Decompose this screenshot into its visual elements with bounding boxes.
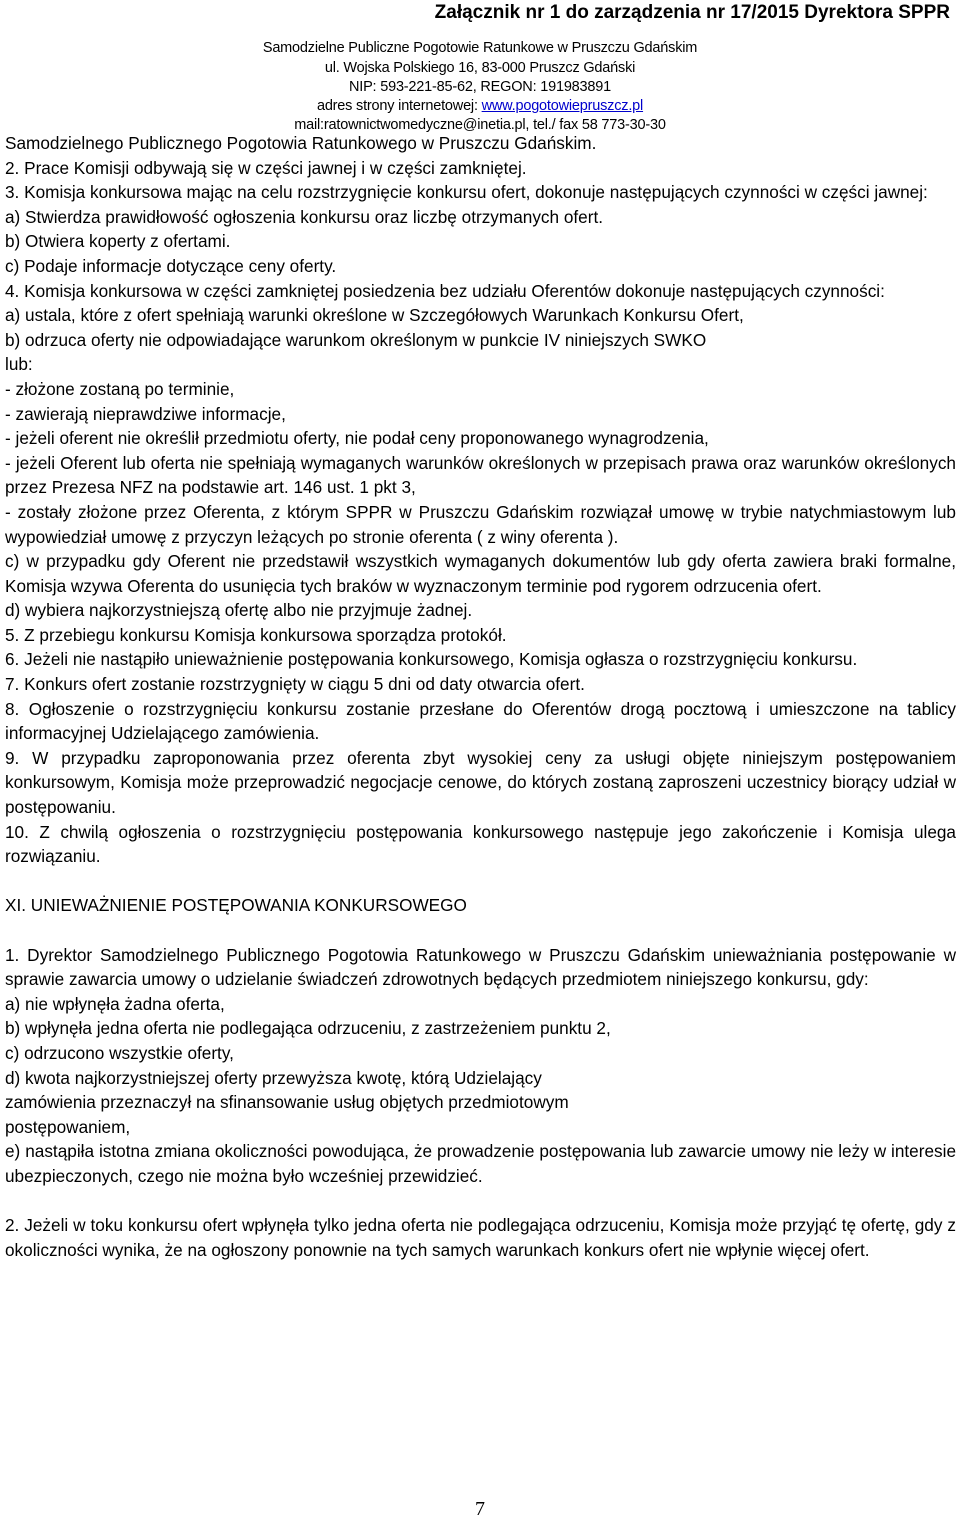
spacer xyxy=(5,869,956,894)
list-item: - złożone zostaną po terminie, xyxy=(5,378,235,399)
list-item: a) ustala, które z ofert spełniają warunki określone w Szczegółowych Warunkach Konkursu Ofert, xyxy=(5,305,744,326)
list-item: b) wpłynęła jedna oferta nie podlegająca odrzuceniu, z zastrzeżeniem punktu 2, xyxy=(5,1018,611,1039)
organization-name: Samodzielne Publiczne Pogotowie Ratunkowe w Pruszczu Gdańskim xyxy=(262,40,698,56)
organization-address: ul. Wojska Polskiego 16, 83-000 Pruszcz Gdański xyxy=(324,60,636,76)
list-item: b) odrzuca oferty nie odpowiadające warunkom określonym w punkcie IV niniejszych SWKO xyxy=(5,329,707,350)
list-item: - jeżeli Oferent lub oferta nie spełniają wymaganych warunków określonych w przepisach prawa oraz warunków określonych przez Prezesa NFZ na podstawie art. 146 ust. 1 pkt 3, xyxy=(5,452,956,498)
paragraph: 2. Jeżeli w toku konkursu ofert wpłynęła tylko jedna oferta nie podlegająca odrzuceniu, Komisja może przyjąć tę ofertę, gdy z okoliczności wynika, że na ogłoszony ponownie na tych samych warunkach konkurs ofert nie wpłynie więcej ofert. xyxy=(5,1215,956,1260)
list-item: - zawierają nieprawdziwe informacje, xyxy=(5,403,286,424)
paragraph: 7. Konkurs ofert zostanie rozstrzygnięty w ciągu 5 dni od daty otwarcia ofert. xyxy=(5,674,585,695)
list-item: b) Otwiera koperty z ofertami. xyxy=(5,231,231,252)
paragraph: 3. Komisja konkursowa mając na celu rozstrzygnięcie konkursu ofert, dokonuje następujących czynności w części jawnej: xyxy=(5,182,928,203)
contact-line: mail:ratownictwomedyczne@inetia.pl, tel./ fax 58 773-30-30 xyxy=(294,117,666,133)
paragraph: Samodzielnego Publicznego Pogotowia Ratunkowego w Pruszczu Gdańskim. xyxy=(5,133,597,153)
paragraph: 8. Ogłoszenie o rozstrzygnięciu konkursu zostanie przesłane do Oferentów drogą pocztową i umieszczone na tablicy informacyjnej Udzielającego zamówienia. xyxy=(5,698,956,744)
list-item: c) w przypadku gdy Oferent nie przedstawił wszystkich wymaganych dokumentów lub gdy oferta zawiera braki formalne, Komisja wzywa Oferenta do usunięcia tych braków w wyznaczonym terminie pod rygorem odrzucenia ofert. xyxy=(5,551,956,596)
paragraph: 6. Jeżeli nie nastąpiło unieważnienie postępowania konkursowego, Komisja ogłasza o rozstrzygnięciu konkursu. xyxy=(5,649,858,670)
paragraph: 4. Komisja konkursowa w części zamkniętej posiedzenia bez udziału Oferentów dokonuje następujących czynności: xyxy=(5,280,885,301)
list-item-continuation: postępowaniem, xyxy=(5,1116,131,1137)
list-item: - zostały złożone przez Oferenta, z którym SPPR w Pruszczu Gdańskim rozwiązał umowę w trybie natychmiastowym lub wypowiedział umowę z przyczyn leżących po stronie oferenta ( z winy oferenta ). xyxy=(5,501,956,547)
page-number: 7 xyxy=(475,1498,485,1520)
attachment-title: Załącznik nr 1 do zarządzenia nr 17/2015 Dyrektora SPPR xyxy=(434,2,950,23)
list-item: - jeżeli oferent nie określił przedmiotu oferty, nie podał ceny proponowanego wynagrodzenia, xyxy=(5,428,709,449)
paragraph: 9. W przypadku zaproponowania przez oferenta zbyt wysokiej ceny za usługi objęte niniejszym postępowaniem konkursowym, Komisja może przeprowadzić negocjacje cenowe, do których zostaną zaproszeni uczestnicy biorący udział w postępowaniu. xyxy=(5,747,956,818)
list-item: c) Podaje informacje dotyczące ceny oferty. xyxy=(5,255,337,276)
organization-ids: NIP: 593-221-85-62, REGON: 191983891 xyxy=(348,79,612,95)
paragraph: 5. Z przebiegu konkursu Komisja konkursowa sporządza protokół. xyxy=(5,624,507,645)
section-title: XI. UNIEWAŻNIENIE POSTĘPOWANIA KONKURSOWEGO xyxy=(5,895,467,916)
website-line xyxy=(0,98,960,114)
paragraph: 10. Z chwilą ogłoszenia o rozstrzygnięciu postępowania konkursowego następuje jego zakończenie i Komisja ulega rozwiązaniu. xyxy=(5,821,956,867)
spacer xyxy=(5,1189,956,1214)
list-item: a) Stwierdza prawidłowość ogłoszenia konkursu oraz liczbę otrzymanych ofert. xyxy=(5,206,604,227)
website-label: adres strony internetowej: xyxy=(316,98,482,114)
list-item-continuation: zamówienia przeznaczył na sfinansowanie usług objętych przedmiotowym xyxy=(5,1092,569,1113)
list-item: d) kwota najkorzystniejszej oferty przewyższa kwotę, którą Udzielający xyxy=(5,1067,542,1088)
spacer xyxy=(5,918,956,943)
paragraph: lub: xyxy=(5,354,33,375)
list-item: e) nastąpiła istotna zmiana okoliczności powodująca, że prowadzenie postępowania lub zawarcie umowy nie leży w interesie ubezpieczonych, czego nie można było wcześniej przewidzieć. xyxy=(5,1141,956,1186)
document-body xyxy=(5,131,956,1262)
list-item: d) wybiera najkorzystniejszą ofertę albo nie przyjmuje żadnej. xyxy=(5,600,473,621)
list-item: a) nie wpłynęła żadna oferta, xyxy=(5,993,225,1014)
paragraph: 2. Prace Komisji odbywają się w części jawnej i w części zamkniętej. xyxy=(5,157,527,178)
paragraph: 1. Dyrektor Samodzielnego Publicznego Pogotowia Ratunkowego w Pruszczu Gdańskim unieważniania postępowanie w sprawie zawarcia umowy o udzielanie świadczeń zdrowotnych będących przedmiotem niniejszego konkursu, gdy: xyxy=(5,944,956,990)
list-item: c) odrzucono wszystkie oferty, xyxy=(5,1042,234,1063)
website-link[interactable]: www.pogotowiepruszcz.pl xyxy=(481,98,644,114)
